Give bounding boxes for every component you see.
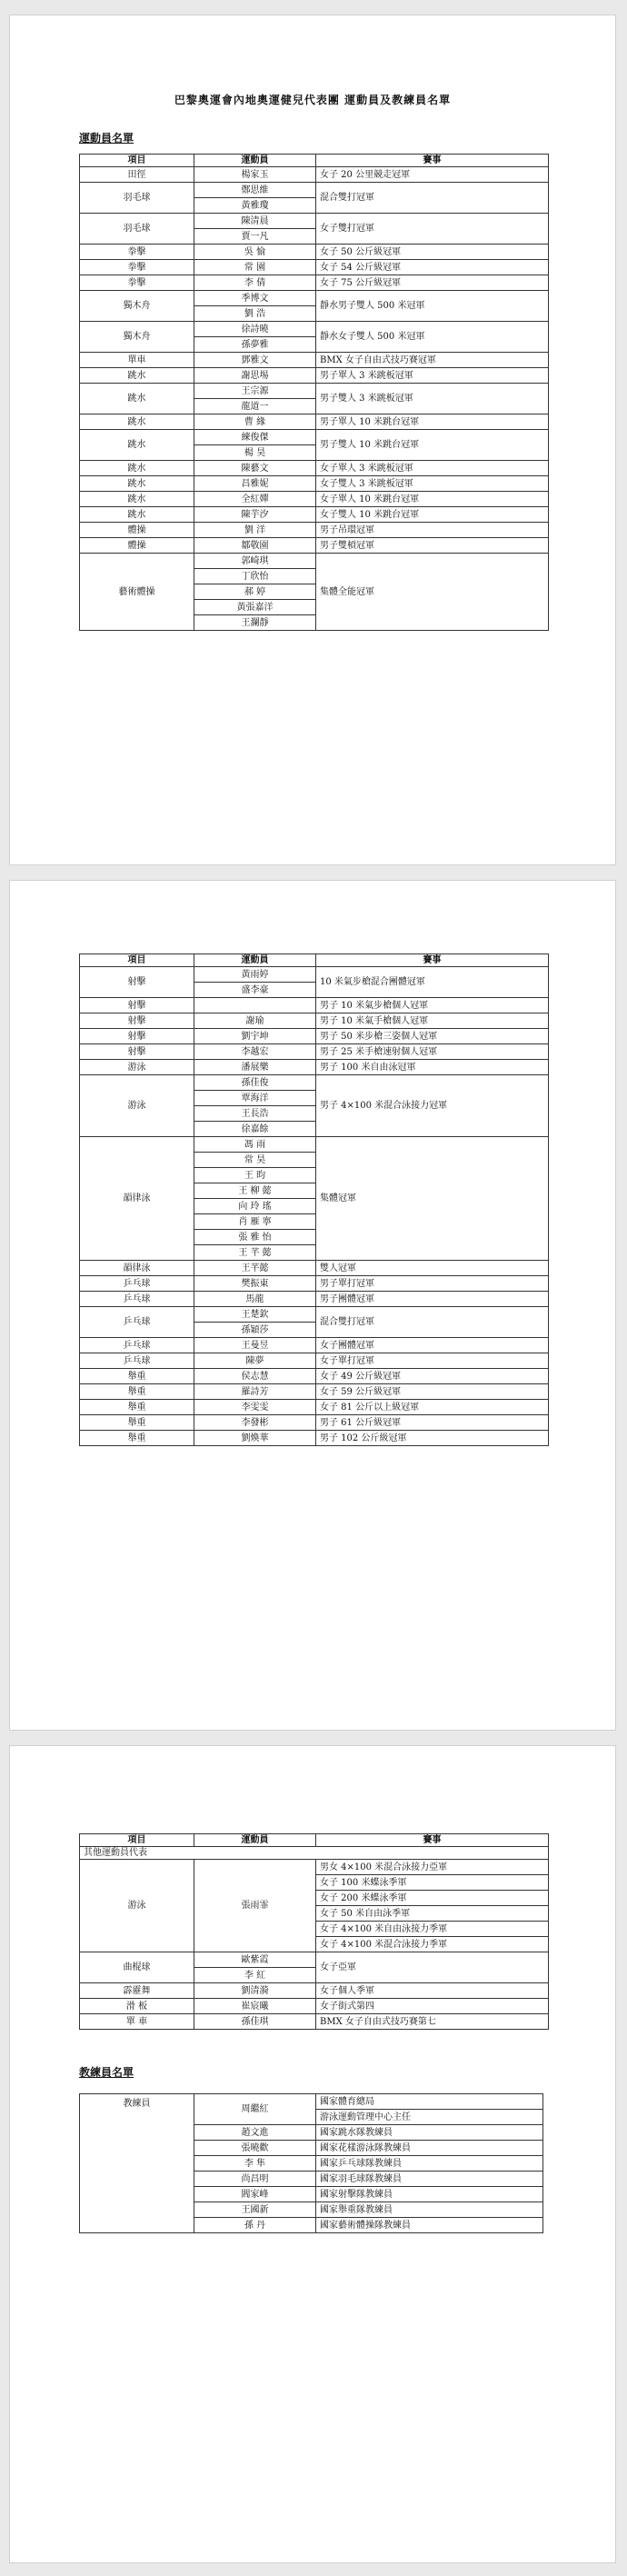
sport-cell: 舉重 xyxy=(80,1400,194,1415)
athlete-cell: 孫夢雅 xyxy=(194,337,316,353)
event-cell: 女子亞軍 xyxy=(316,1952,549,1983)
event-cell: 男子團體冠軍 xyxy=(316,1292,549,1307)
table-row xyxy=(80,167,549,183)
athlete-cell: 鄒敬園 xyxy=(194,538,316,554)
table-row xyxy=(80,1276,549,1292)
event-cell: 男子 50 米步槍三姿個人冠軍 xyxy=(316,1029,549,1044)
athlete-cell: 王 昀 xyxy=(194,1168,316,1183)
athlete-cell xyxy=(194,998,316,1013)
athlete-cell: 陳芋汐 xyxy=(194,507,316,523)
table-row xyxy=(80,368,549,384)
sport-cell: 霹靂舞 xyxy=(80,1983,194,1999)
athlete-cell: 謝瑜 xyxy=(194,1013,316,1029)
sport-cell: 射擊 xyxy=(80,998,194,1013)
sport-cell: 藝術體操 xyxy=(80,554,194,631)
header-event: 賽事 xyxy=(316,1834,549,1847)
sport-cell: 游泳 xyxy=(80,1060,194,1075)
event-cell: 男子 4×100 米混合泳接力冠軍 xyxy=(316,1075,549,1137)
athletes-table-page-1 xyxy=(79,154,549,631)
event-cell: 女子單人 3 米跳板冠軍 xyxy=(316,461,549,476)
athlete-cell: 劉 洋 xyxy=(194,523,316,538)
athletes-table-page-3 xyxy=(79,1833,549,2030)
event-cell: 集體全能冠軍 xyxy=(316,554,549,631)
sport-cell: 射擊 xyxy=(80,1029,194,1044)
sport-cell: 舉重 xyxy=(80,1431,194,1446)
sport-cell: 跳水 xyxy=(80,507,194,523)
athletes-table-page-2 xyxy=(79,954,549,1446)
sport-cell: 乒乓球 xyxy=(80,1353,194,1369)
header-event: 賽事 xyxy=(316,954,549,967)
event-cell: 女子 200 米蝶泳季軍 xyxy=(316,1891,549,1906)
athlete-cell: 向 玲 瑤 xyxy=(194,1199,316,1214)
athlete-cell: 郭崎琪 xyxy=(194,554,316,569)
sport-cell: 跳水 xyxy=(80,461,194,476)
event-cell: 女子團體冠軍 xyxy=(316,1338,549,1353)
event-cell: 女子 4×100 米混合泳接力季軍 xyxy=(316,1937,549,1952)
sport-cell: 韻律泳 xyxy=(80,1137,194,1261)
event-cell: 男子 100 米自由泳冠軍 xyxy=(316,1060,549,1075)
event-cell: 男子雙人 3 米跳板冠軍 xyxy=(316,384,549,414)
table-row xyxy=(80,275,549,291)
athlete-cell: 馬龍 xyxy=(194,1292,316,1307)
table-row xyxy=(80,1400,549,1415)
athlete-cell: 鄧雅文 xyxy=(194,353,316,368)
sport-cell: 射擊 xyxy=(80,1044,194,1060)
event-cell: 女子雙打冠軍 xyxy=(316,214,549,245)
athlete-cell: 孫佳琪 xyxy=(194,2014,316,2030)
sport-cell: 體操 xyxy=(80,538,194,554)
event-cell: 女子 4×100 米自由泳接力季軍 xyxy=(316,1922,549,1937)
table-row xyxy=(80,1075,549,1091)
sport-cell: 滑 板 xyxy=(80,1999,194,2014)
coach-name-cell: 張曉歡 xyxy=(194,2141,316,2156)
event-cell: 10 米氣步槍混合團體冠軍 xyxy=(316,967,549,998)
sport-cell: 射擊 xyxy=(80,1013,194,1029)
event-cell: 靜水男子雙人 500 米冠軍 xyxy=(316,291,549,322)
event-cell: 男子 10 米氣步槍個人冠軍 xyxy=(316,998,549,1013)
athlete-cell: 黃雅瓊 xyxy=(194,198,316,214)
sport-cell: 游泳 xyxy=(80,1860,194,1952)
athlete-cell: 郝 婷 xyxy=(194,584,316,600)
athlete-cell: 徐嘉餘 xyxy=(194,1122,316,1137)
event-cell: 男子 25 米手槍速射個人冠軍 xyxy=(316,1044,549,1060)
sport-cell: 跳水 xyxy=(80,430,194,461)
header-sport: 項目 xyxy=(80,954,194,967)
athlete-cell: 陳夢 xyxy=(194,1353,316,1369)
athlete-cell: 李越宏 xyxy=(194,1044,316,1060)
athlete-cell: 吳 愉 xyxy=(194,245,316,260)
table-header-row xyxy=(80,954,549,967)
header-sport: 項目 xyxy=(80,1834,194,1847)
table-row xyxy=(80,1983,549,1999)
athlete-cell: 王 柳 懿 xyxy=(194,1183,316,1199)
document-page-1 xyxy=(9,15,616,865)
table-row xyxy=(80,214,549,229)
athlete-cell: 陳清晨 xyxy=(194,214,316,229)
table-row xyxy=(80,1369,549,1384)
sport-cell: 跳水 xyxy=(80,368,194,384)
athlete-cell: 王芊懿 xyxy=(194,1261,316,1276)
table-row xyxy=(80,322,549,337)
event-cell: 女子 81 公斤以上級冠軍 xyxy=(316,1400,549,1415)
athlete-cell: 王 芊 懿 xyxy=(194,1245,316,1261)
coach-title-cell: 游泳運動管理中心主任 xyxy=(316,2110,543,2125)
sport-cell: 射擊 xyxy=(80,967,194,998)
table-header-row xyxy=(80,1834,549,1847)
event-cell: 女子 20 公里競走冠軍 xyxy=(316,167,549,183)
table-row xyxy=(80,1044,549,1060)
sport-cell: 乒乓球 xyxy=(80,1307,194,1338)
sport-cell: 跳水 xyxy=(80,414,194,430)
athlete-cell: 曹 緣 xyxy=(194,414,316,430)
athlete-cell: 王瀾靜 xyxy=(194,615,316,631)
table-row xyxy=(80,384,549,399)
table-row xyxy=(80,507,549,523)
athlete-cell: 昌雅妮 xyxy=(194,476,316,492)
table-row xyxy=(80,1415,549,1431)
table-row xyxy=(80,1261,549,1276)
event-cell: 混合雙打冠軍 xyxy=(316,183,549,214)
athlete-cell: 謝思埸 xyxy=(194,368,316,384)
header-sport: 項目 xyxy=(80,155,194,167)
coach-name-cell: 李 隼 xyxy=(194,2156,316,2172)
sport-cell: 乒乓球 xyxy=(80,1292,194,1307)
sport-cell: 獨木舟 xyxy=(80,291,194,322)
athlete-cell: 季博文 xyxy=(194,291,316,306)
athlete-cell: 王長浩 xyxy=(194,1106,316,1122)
sport-cell: 羽毛球 xyxy=(80,214,194,245)
athlete-cell: 肖 雁 寧 xyxy=(194,1214,316,1230)
sport-cell: 單 車 xyxy=(80,2014,194,2030)
coach-name-cell: 閻家峰 xyxy=(194,2187,316,2202)
coach-title-cell: 國家藝術體操隊教練員 xyxy=(316,2218,543,2233)
table-row xyxy=(80,1384,549,1400)
athletes-section-heading: 運動員名單 xyxy=(79,132,134,145)
athlete-cell: 常 昊 xyxy=(194,1153,316,1168)
athlete-cell: 歐紫霞 xyxy=(194,1952,316,1968)
athlete-cell: 李 紅 xyxy=(194,1968,316,1983)
table-header-row xyxy=(80,155,549,167)
event-cell: 男子單人 10 米跳台冠軍 xyxy=(316,414,549,430)
coach-title-cell: 國家舉重隊教練員 xyxy=(316,2202,543,2218)
sport-cell: 單車 xyxy=(80,353,194,368)
coach-title-cell: 國家體育總局 xyxy=(316,2094,543,2110)
event-cell: 男子吊環冠軍 xyxy=(316,523,549,538)
sport-cell: 羽毛球 xyxy=(80,183,194,214)
athlete-cell: 李 倩 xyxy=(194,275,316,291)
coach-name-cell: 孫 丹 xyxy=(194,2218,316,2233)
table-row xyxy=(80,260,549,275)
sport-cell: 舉重 xyxy=(80,1384,194,1400)
athlete-cell: 鄭思維 xyxy=(194,183,316,198)
athlete-cell: 劉清漪 xyxy=(194,1983,316,1999)
athlete-cell: 龍道一 xyxy=(194,399,316,414)
table-row xyxy=(80,2094,543,2110)
event-cell: 女子 50 米自由泳季軍 xyxy=(316,1906,549,1922)
sport-cell: 韻律泳 xyxy=(80,1261,194,1276)
event-cell: BMX 女子自由式技巧賽冠軍 xyxy=(316,353,549,368)
table-row xyxy=(80,1307,549,1323)
athlete-cell: 潘展樂 xyxy=(194,1060,316,1075)
athlete-cell: 張 雅 怡 xyxy=(194,1230,316,1245)
athlete-cell: 劉宇坤 xyxy=(194,1029,316,1044)
coaches-label-cell: 教練員 xyxy=(80,2094,194,2233)
table-row xyxy=(80,1060,549,1075)
table-row xyxy=(80,353,549,368)
event-cell: 男子 102 公斤級冠軍 xyxy=(316,1431,549,1446)
event-cell: 女子單人 10 米跳台冠軍 xyxy=(316,492,549,507)
event-cell: 男子雙槓冠軍 xyxy=(316,538,549,554)
athlete-cell: 練俊傑 xyxy=(194,430,316,445)
athlete-cell: 崔宸曦 xyxy=(194,1999,316,2014)
sport-cell: 游泳 xyxy=(80,1075,194,1137)
athlete-cell: 賈一凡 xyxy=(194,229,316,245)
athlete-cell: 劉煥華 xyxy=(194,1431,316,1446)
coach-title-cell: 國家羽毛球隊教練員 xyxy=(316,2172,543,2187)
event-cell: 女子 59 公斤級冠軍 xyxy=(316,1384,549,1400)
event-cell: 女子 75 公斤級冠軍 xyxy=(316,275,549,291)
table-row xyxy=(80,492,549,507)
coach-name-cell: 趙文進 xyxy=(194,2125,316,2141)
coach-name-cell: 尚昌明 xyxy=(194,2172,316,2187)
athlete-cell: 盛李豪 xyxy=(194,983,316,998)
table-row xyxy=(80,554,549,569)
table-row xyxy=(80,967,549,983)
sport-cell: 獨木舟 xyxy=(80,322,194,353)
event-cell: 男子 61 公斤級冠軍 xyxy=(316,1415,549,1431)
athlete-cell: 孫佳俊 xyxy=(194,1075,316,1091)
sport-cell: 乒乓球 xyxy=(80,1338,194,1353)
event-cell: 女子雙人 10 米跳台冠軍 xyxy=(316,507,549,523)
athlete-cell: 羅詩芳 xyxy=(194,1384,316,1400)
event-cell: 女子雙人 3 米跳板冠軍 xyxy=(316,476,549,492)
athlete-cell: 王宗源 xyxy=(194,384,316,399)
table-row xyxy=(80,1999,549,2014)
event-cell: 女子單打冠軍 xyxy=(316,1353,549,1369)
sport-cell: 拳擊 xyxy=(80,275,194,291)
table-row xyxy=(80,183,549,198)
athlete-cell: 黃雨婷 xyxy=(194,967,316,983)
header-athlete: 運動員 xyxy=(194,1834,316,1847)
sport-cell: 體操 xyxy=(80,523,194,538)
sport-cell: 跳水 xyxy=(80,384,194,414)
table-row xyxy=(80,461,549,476)
event-cell: 女子街式第四 xyxy=(316,1999,549,2014)
table-row xyxy=(80,1860,549,1875)
coach-name-cell: 周繼紅 xyxy=(194,2094,316,2125)
table-row xyxy=(80,1137,549,1153)
athlete-cell: 李發彬 xyxy=(194,1415,316,1431)
table-row xyxy=(80,476,549,492)
event-cell: 靜水女子雙人 500 米冠軍 xyxy=(316,322,549,353)
coach-title-cell: 國家花樣游泳隊教練員 xyxy=(316,2141,543,2156)
table-row xyxy=(80,538,549,554)
coach-title-cell: 國家射擊隊教練員 xyxy=(316,2187,543,2202)
athlete-cell: 侯志慧 xyxy=(194,1369,316,1384)
event-cell: BMX 女子自由式技巧賽第七 xyxy=(316,2014,549,2030)
event-cell: 雙人冠軍 xyxy=(316,1261,549,1276)
event-cell: 男子單人 3 米跳板冠軍 xyxy=(316,368,549,384)
table-row xyxy=(80,1952,549,1968)
event-cell: 男子單打冠軍 xyxy=(316,1276,549,1292)
athlete-cell: 劉 浩 xyxy=(194,306,316,322)
document-title: 巴黎奧運會內地奧運健兒代表團 運動員及教練員名單 xyxy=(174,94,452,106)
event-cell: 混合雙打冠軍 xyxy=(316,1307,549,1338)
athlete-cell: 王曼昱 xyxy=(194,1338,316,1353)
event-cell: 女子 50 公斤級冠軍 xyxy=(316,245,549,260)
table-row xyxy=(80,291,549,306)
sport-cell: 拳擊 xyxy=(80,245,194,260)
table-row xyxy=(80,414,549,430)
event-cell: 男子雙人 10 米跳台冠軍 xyxy=(316,430,549,461)
athlete-cell: 黃張嘉洋 xyxy=(194,600,316,615)
sport-cell: 舉重 xyxy=(80,1369,194,1384)
table-row xyxy=(80,523,549,538)
sport-cell: 乒乓球 xyxy=(80,1276,194,1292)
table-row xyxy=(80,1353,549,1369)
athlete-cell: 覃海洋 xyxy=(194,1091,316,1106)
athlete-cell: 孫穎莎 xyxy=(194,1323,316,1338)
table-row xyxy=(80,430,549,445)
table-row xyxy=(80,1338,549,1353)
athlete-cell: 馮 雨 xyxy=(194,1137,316,1153)
sport-cell: 跳水 xyxy=(80,476,194,492)
sport-cell: 跳水 xyxy=(80,492,194,507)
table-row xyxy=(80,1013,549,1029)
coach-title-cell: 國家乒乓球隊教練員 xyxy=(316,2156,543,2172)
coach-name-cell: 王國新 xyxy=(194,2202,316,2218)
table-note-row xyxy=(80,1847,549,1860)
sport-cell: 曲棍球 xyxy=(80,1952,194,1983)
header-event: 賽事 xyxy=(316,155,549,167)
table-row xyxy=(80,1292,549,1307)
event-cell: 女子 49 公斤級冠軍 xyxy=(316,1369,549,1384)
athlete-cell: 陳藝文 xyxy=(194,461,316,476)
event-cell: 男女 4×100 米混合泳接力亞軍 xyxy=(316,1860,549,1875)
athlete-cell: 王楚欽 xyxy=(194,1307,316,1323)
sport-cell: 拳擊 xyxy=(80,260,194,275)
table-row xyxy=(80,2014,549,2030)
header-athlete: 運動員 xyxy=(194,155,316,167)
event-cell: 女子 100 米蝶泳季軍 xyxy=(316,1875,549,1891)
table-row xyxy=(80,1029,549,1044)
event-cell: 女子 54 公斤級冠軍 xyxy=(316,260,549,275)
athlete-cell: 李雯雯 xyxy=(194,1400,316,1415)
document-page-3 xyxy=(9,1745,616,2563)
table-row xyxy=(80,245,549,260)
athlete-cell: 徐詩曉 xyxy=(194,322,316,337)
athlete-cell: 常 園 xyxy=(194,260,316,275)
coaches-table xyxy=(79,2093,543,2233)
sport-cell: 舉重 xyxy=(80,1415,194,1431)
athlete-cell: 樊振東 xyxy=(194,1276,316,1292)
event-cell: 女子個人季軍 xyxy=(316,1983,549,1999)
sport-cell: 田徑 xyxy=(80,167,194,183)
athlete-cell: 全紅嬋 xyxy=(194,492,316,507)
other-athletes-note: 其他運動員代表 xyxy=(80,1847,549,1860)
athlete-cell: 楊家玉 xyxy=(194,167,316,183)
document-page-2 xyxy=(9,880,616,1731)
event-cell: 男子 10 米氣手槍個人冠軍 xyxy=(316,1013,549,1029)
athlete-cell: 楊 昊 xyxy=(194,445,316,461)
table-row xyxy=(80,1431,549,1446)
athlete-cell: 張雨霏 xyxy=(194,1860,316,1952)
event-cell: 集體冠軍 xyxy=(316,1137,549,1261)
coaches-section-heading: 教練員名單 xyxy=(79,2066,134,2079)
coach-title-cell: 國家跳水隊教練員 xyxy=(316,2125,543,2141)
table-row xyxy=(80,998,549,1013)
athlete-cell: 丁欣怡 xyxy=(194,569,316,584)
header-athlete: 運動員 xyxy=(194,954,316,967)
